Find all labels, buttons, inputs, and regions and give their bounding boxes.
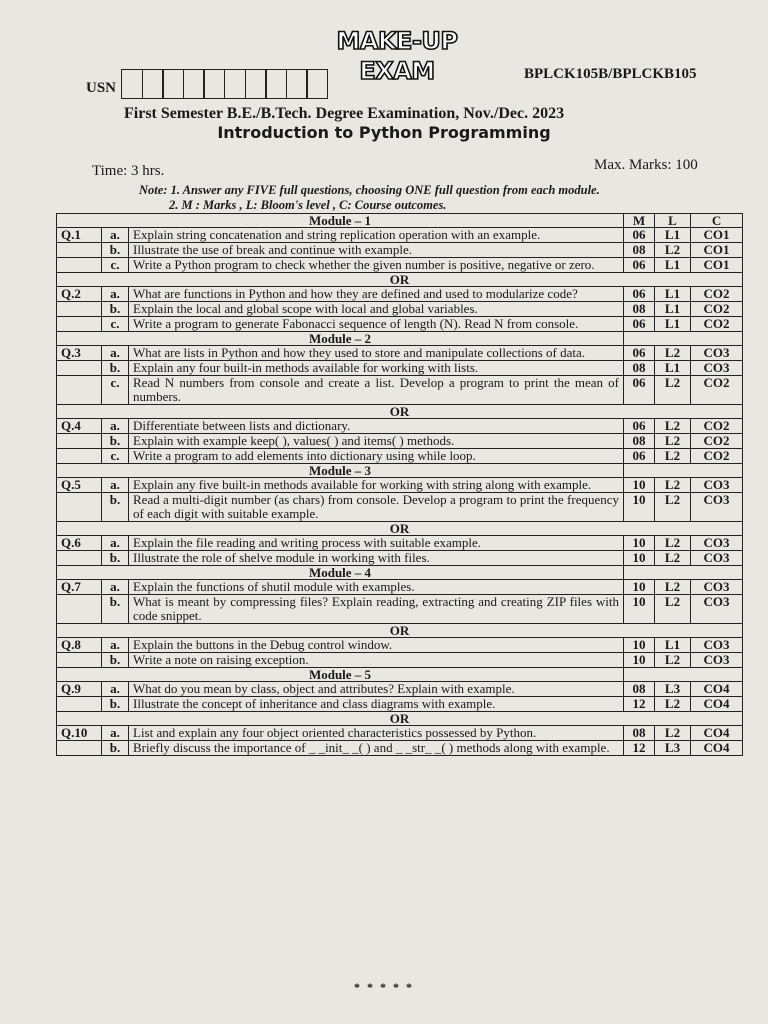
course-outcome: CO2 [691, 419, 743, 434]
or-separator-row [57, 522, 743, 536]
course-outcome: CO3 [691, 361, 743, 376]
question-number [57, 258, 102, 273]
blooms-level: L2 [655, 243, 691, 258]
question-row [57, 682, 743, 697]
question-part: a. [102, 419, 129, 434]
question-row [57, 361, 743, 376]
module-heading-row [57, 668, 743, 682]
question-text: What are lists in Python and how they used to store and manipulate collections of data. [129, 346, 624, 361]
or-separator: OR [57, 712, 743, 726]
blooms-level: L2 [655, 551, 691, 566]
question-number: Q.1 [57, 228, 102, 243]
blooms-level: L1 [655, 287, 691, 302]
question-number: Q.2 [57, 287, 102, 302]
question-number: Q.9 [57, 682, 102, 697]
question-text: Explain the functions of shutil module with examples. [129, 580, 624, 595]
question-part: b. [102, 595, 129, 624]
questions-table [56, 213, 743, 756]
question-part: c. [102, 449, 129, 464]
marks-value: 08 [624, 302, 655, 317]
usn-digit-box[interactable] [183, 69, 205, 99]
blooms-level: L2 [655, 449, 691, 464]
course-code: BPLCK105B/BPLCKB105 [524, 66, 697, 82]
course-outcome: CO2 [691, 287, 743, 302]
module-heading-row [57, 332, 743, 346]
course-outcome: CO3 [691, 653, 743, 668]
course-outcome: CO4 [691, 697, 743, 712]
end-mark: * * * * * [354, 980, 414, 994]
module-heading: Module – 2 [57, 332, 624, 346]
question-part: a. [102, 638, 129, 653]
question-text: What do you mean by class, object and attributes? Explain with example. [129, 682, 624, 697]
course-outcome: CO3 [691, 638, 743, 653]
course-outcome: CO4 [691, 682, 743, 697]
question-number: Q.8 [57, 638, 102, 653]
question-row [57, 478, 743, 493]
course-outcome: CO3 [691, 478, 743, 493]
question-part: b. [102, 493, 129, 522]
marks-value: 10 [624, 551, 655, 566]
course-outcome: CO4 [691, 741, 743, 756]
question-part: a. [102, 682, 129, 697]
question-number: Q.5 [57, 478, 102, 493]
course-outcome: CO2 [691, 302, 743, 317]
usn-digit-box[interactable] [203, 69, 225, 99]
module-heading: Module – 3 [57, 464, 624, 478]
marks-value: 06 [624, 317, 655, 332]
course-outcome: CO1 [691, 243, 743, 258]
usn-digit-box[interactable] [162, 69, 184, 99]
max-marks: Max. Marks: 100 [594, 157, 698, 173]
instructions-note [139, 183, 600, 213]
marks-value: 06 [624, 287, 655, 302]
blooms-level: L2 [655, 434, 691, 449]
question-part: b. [102, 697, 129, 712]
or-separator-row [57, 405, 743, 419]
module-heading-spacer [624, 668, 743, 682]
marks-value: 08 [624, 434, 655, 449]
course-outcome: CO1 [691, 228, 743, 243]
question-number [57, 434, 102, 449]
course-outcome: CO3 [691, 580, 743, 595]
question-row [57, 741, 743, 756]
question-text: What are functions in Python and how they are defined and used to modularize code? [129, 287, 624, 302]
marks-value: 10 [624, 580, 655, 595]
question-text: Write a Python program to check whether the given number is positive, negative or zero. [129, 258, 624, 273]
question-part: a. [102, 580, 129, 595]
question-number [57, 243, 102, 258]
marks-value: 06 [624, 258, 655, 273]
marks-value: 10 [624, 478, 655, 493]
course-outcome: CO4 [691, 726, 743, 741]
module-heading-spacer [624, 464, 743, 478]
blooms-level: L2 [655, 419, 691, 434]
question-text: Write a program to generate Fabonacci sequence of length (N). Read N from console. [129, 317, 624, 332]
blooms-level: L2 [655, 595, 691, 624]
or-separator: OR [57, 273, 743, 287]
question-number [57, 361, 102, 376]
course-outcome: CO3 [691, 551, 743, 566]
question-number [57, 697, 102, 712]
question-row [57, 346, 743, 361]
question-part: a. [102, 478, 129, 493]
marks-value: 10 [624, 493, 655, 522]
module-heading: Module – 5 [57, 668, 624, 682]
question-row [57, 376, 743, 405]
marks-value: 06 [624, 228, 655, 243]
module-heading-row [57, 214, 743, 228]
marks-value: 08 [624, 682, 655, 697]
question-row [57, 317, 743, 332]
blooms-level: L3 [655, 741, 691, 756]
question-text: Illustrate the role of shelve module in working with files. [129, 551, 624, 566]
blooms-level: L1 [655, 361, 691, 376]
question-part: c. [102, 317, 129, 332]
question-number [57, 551, 102, 566]
course-outcome: CO2 [691, 376, 743, 405]
course-outcome: CO3 [691, 536, 743, 551]
question-row [57, 434, 743, 449]
marks-value: 12 [624, 741, 655, 756]
question-text: Explain string concatenation and string replication operation with an example. [129, 228, 624, 243]
question-number [57, 449, 102, 464]
blooms-level: L2 [655, 493, 691, 522]
question-row [57, 419, 743, 434]
question-text: What is meant by compressing files? Explain reading, extracting and creating ZIP files with code snippet. [129, 595, 624, 624]
usn-digit-box[interactable] [142, 69, 164, 99]
question-number [57, 493, 102, 522]
question-text: Explain the buttons in the Debug control window. [129, 638, 624, 653]
question-row [57, 726, 743, 741]
marks-value: 08 [624, 361, 655, 376]
question-part: a. [102, 228, 129, 243]
question-number: Q.6 [57, 536, 102, 551]
blooms-level: L2 [655, 376, 691, 405]
marks-value: 12 [624, 697, 655, 712]
question-number [57, 376, 102, 405]
marks-value: 10 [624, 595, 655, 624]
blooms-level: L1 [655, 638, 691, 653]
questions-body [57, 214, 743, 756]
question-part: b. [102, 361, 129, 376]
question-part: b. [102, 243, 129, 258]
question-row [57, 228, 743, 243]
question-part: a. [102, 536, 129, 551]
blooms-level: L2 [655, 536, 691, 551]
question-part: b. [102, 551, 129, 566]
time-allowed: Time: 3 hrs. [92, 163, 165, 179]
or-separator-row [57, 624, 743, 638]
blooms-level: L2 [655, 726, 691, 741]
exam-title: First Semester B.E./B.Tech. Degree Examination, Nov./Dec. 2023 [124, 105, 565, 122]
usn-boxes [121, 69, 327, 99]
question-text: Read a multi-digit number (as chars) from console. Develop a program to print the frequency of each digit with suitable example. [129, 493, 624, 522]
question-number [57, 741, 102, 756]
question-number: Q.10 [57, 726, 102, 741]
question-text: Explain any five built-in methods available for working with string along with example. [129, 478, 624, 493]
question-part: b. [102, 434, 129, 449]
marks-value: 06 [624, 449, 655, 464]
question-row [57, 653, 743, 668]
module-heading-spacer [624, 332, 743, 346]
question-number [57, 595, 102, 624]
col-header-m: M [624, 214, 655, 228]
or-separator-row [57, 712, 743, 726]
blooms-level: L1 [655, 228, 691, 243]
question-text: Explain with example keep( ), values( ) and items( ) methods. [129, 434, 624, 449]
or-separator: OR [57, 624, 743, 638]
question-text: Explain the file reading and writing process with suitable example. [129, 536, 624, 551]
marks-value: 10 [624, 653, 655, 668]
question-text: Read N numbers from console and create a list. Develop a program to print the mean of numbers. [129, 376, 624, 405]
question-number [57, 653, 102, 668]
question-row [57, 287, 743, 302]
question-text: Write a note on raising exception. [129, 653, 624, 668]
course-outcome: CO3 [691, 346, 743, 361]
course-outcome: CO2 [691, 434, 743, 449]
question-part: c. [102, 376, 129, 405]
marks-value: 10 [624, 536, 655, 551]
question-part: a. [102, 287, 129, 302]
usn-label: USN [86, 80, 117, 96]
usn-digit-box[interactable] [306, 69, 328, 99]
marks-value: 06 [624, 376, 655, 405]
marks-value: 10 [624, 638, 655, 653]
course-outcome: CO3 [691, 493, 743, 522]
usn-digit-box[interactable] [121, 69, 143, 99]
or-separator: OR [57, 405, 743, 419]
subject-title: Introduction to Python Programming [217, 123, 551, 142]
marks-value: 08 [624, 243, 655, 258]
question-text: Write a program to add elements into dictionary using while loop. [129, 449, 624, 464]
question-number: Q.7 [57, 580, 102, 595]
question-row [57, 536, 743, 551]
question-row [57, 493, 743, 522]
question-text: Illustrate the concept of inheritance and class diagrams with example. [129, 697, 624, 712]
question-row [57, 551, 743, 566]
question-row [57, 580, 743, 595]
question-row [57, 243, 743, 258]
module-heading-spacer [624, 566, 743, 580]
question-row [57, 449, 743, 464]
marks-value: 06 [624, 419, 655, 434]
course-outcome: CO2 [691, 317, 743, 332]
blooms-level: L2 [655, 346, 691, 361]
question-part: a. [102, 346, 129, 361]
question-row [57, 302, 743, 317]
blooms-level: L1 [655, 302, 691, 317]
module-heading-row [57, 566, 743, 580]
note-line-1: Note: 1. Answer any FIVE full questions, choosing ONE full question from each module. [139, 183, 600, 197]
question-part: b. [102, 302, 129, 317]
blooms-level: L2 [655, 697, 691, 712]
question-row [57, 258, 743, 273]
question-row [57, 638, 743, 653]
blooms-level: L1 [655, 258, 691, 273]
question-number [57, 317, 102, 332]
question-part: a. [102, 726, 129, 741]
question-text: Explain any four built-in methods available for working with lists. [129, 361, 624, 376]
question-part: c. [102, 258, 129, 273]
question-text: List and explain any four object oriented characteristics possessed by Python. [129, 726, 624, 741]
question-part: b. [102, 653, 129, 668]
module-heading-row [57, 464, 743, 478]
usn-digit-box[interactable] [224, 69, 246, 99]
question-text: Illustrate the use of break and continue with example. [129, 243, 624, 258]
question-number: Q.3 [57, 346, 102, 361]
usn-digit-box[interactable] [286, 69, 308, 99]
blooms-level: L2 [655, 653, 691, 668]
usn-digit-box[interactable] [265, 69, 287, 99]
col-header-c: C [691, 214, 743, 228]
col-header-l: L [655, 214, 691, 228]
usn-digit-box[interactable] [245, 69, 267, 99]
course-outcome: CO2 [691, 449, 743, 464]
blooms-level: L1 [655, 317, 691, 332]
question-text: Differentiate between lists and dictionary. [129, 419, 624, 434]
blooms-level: L2 [655, 580, 691, 595]
module-heading: Module – 4 [57, 566, 624, 580]
exam-banner: MAKE-UP EXAM [336, 27, 458, 85]
marks-value: 08 [624, 726, 655, 741]
question-number: Q.4 [57, 419, 102, 434]
marks-value: 06 [624, 346, 655, 361]
question-row [57, 595, 743, 624]
or-separator-row [57, 273, 743, 287]
note-line-2: 2. M : Marks , L: Bloom's level , C: Course outcomes. [169, 198, 447, 212]
or-separator: OR [57, 522, 743, 536]
course-outcome: CO1 [691, 258, 743, 273]
question-text: Briefly discuss the importance of _ _init_ _( ) and _ _str_ _( ) methods along with example. [129, 741, 624, 756]
question-part: b. [102, 741, 129, 756]
question-row [57, 697, 743, 712]
blooms-level: L2 [655, 478, 691, 493]
question-text: Explain the local and global scope with local and global variables. [129, 302, 624, 317]
question-number [57, 302, 102, 317]
course-outcome: CO3 [691, 595, 743, 624]
module-heading: Module – 1 [57, 214, 624, 228]
blooms-level: L3 [655, 682, 691, 697]
